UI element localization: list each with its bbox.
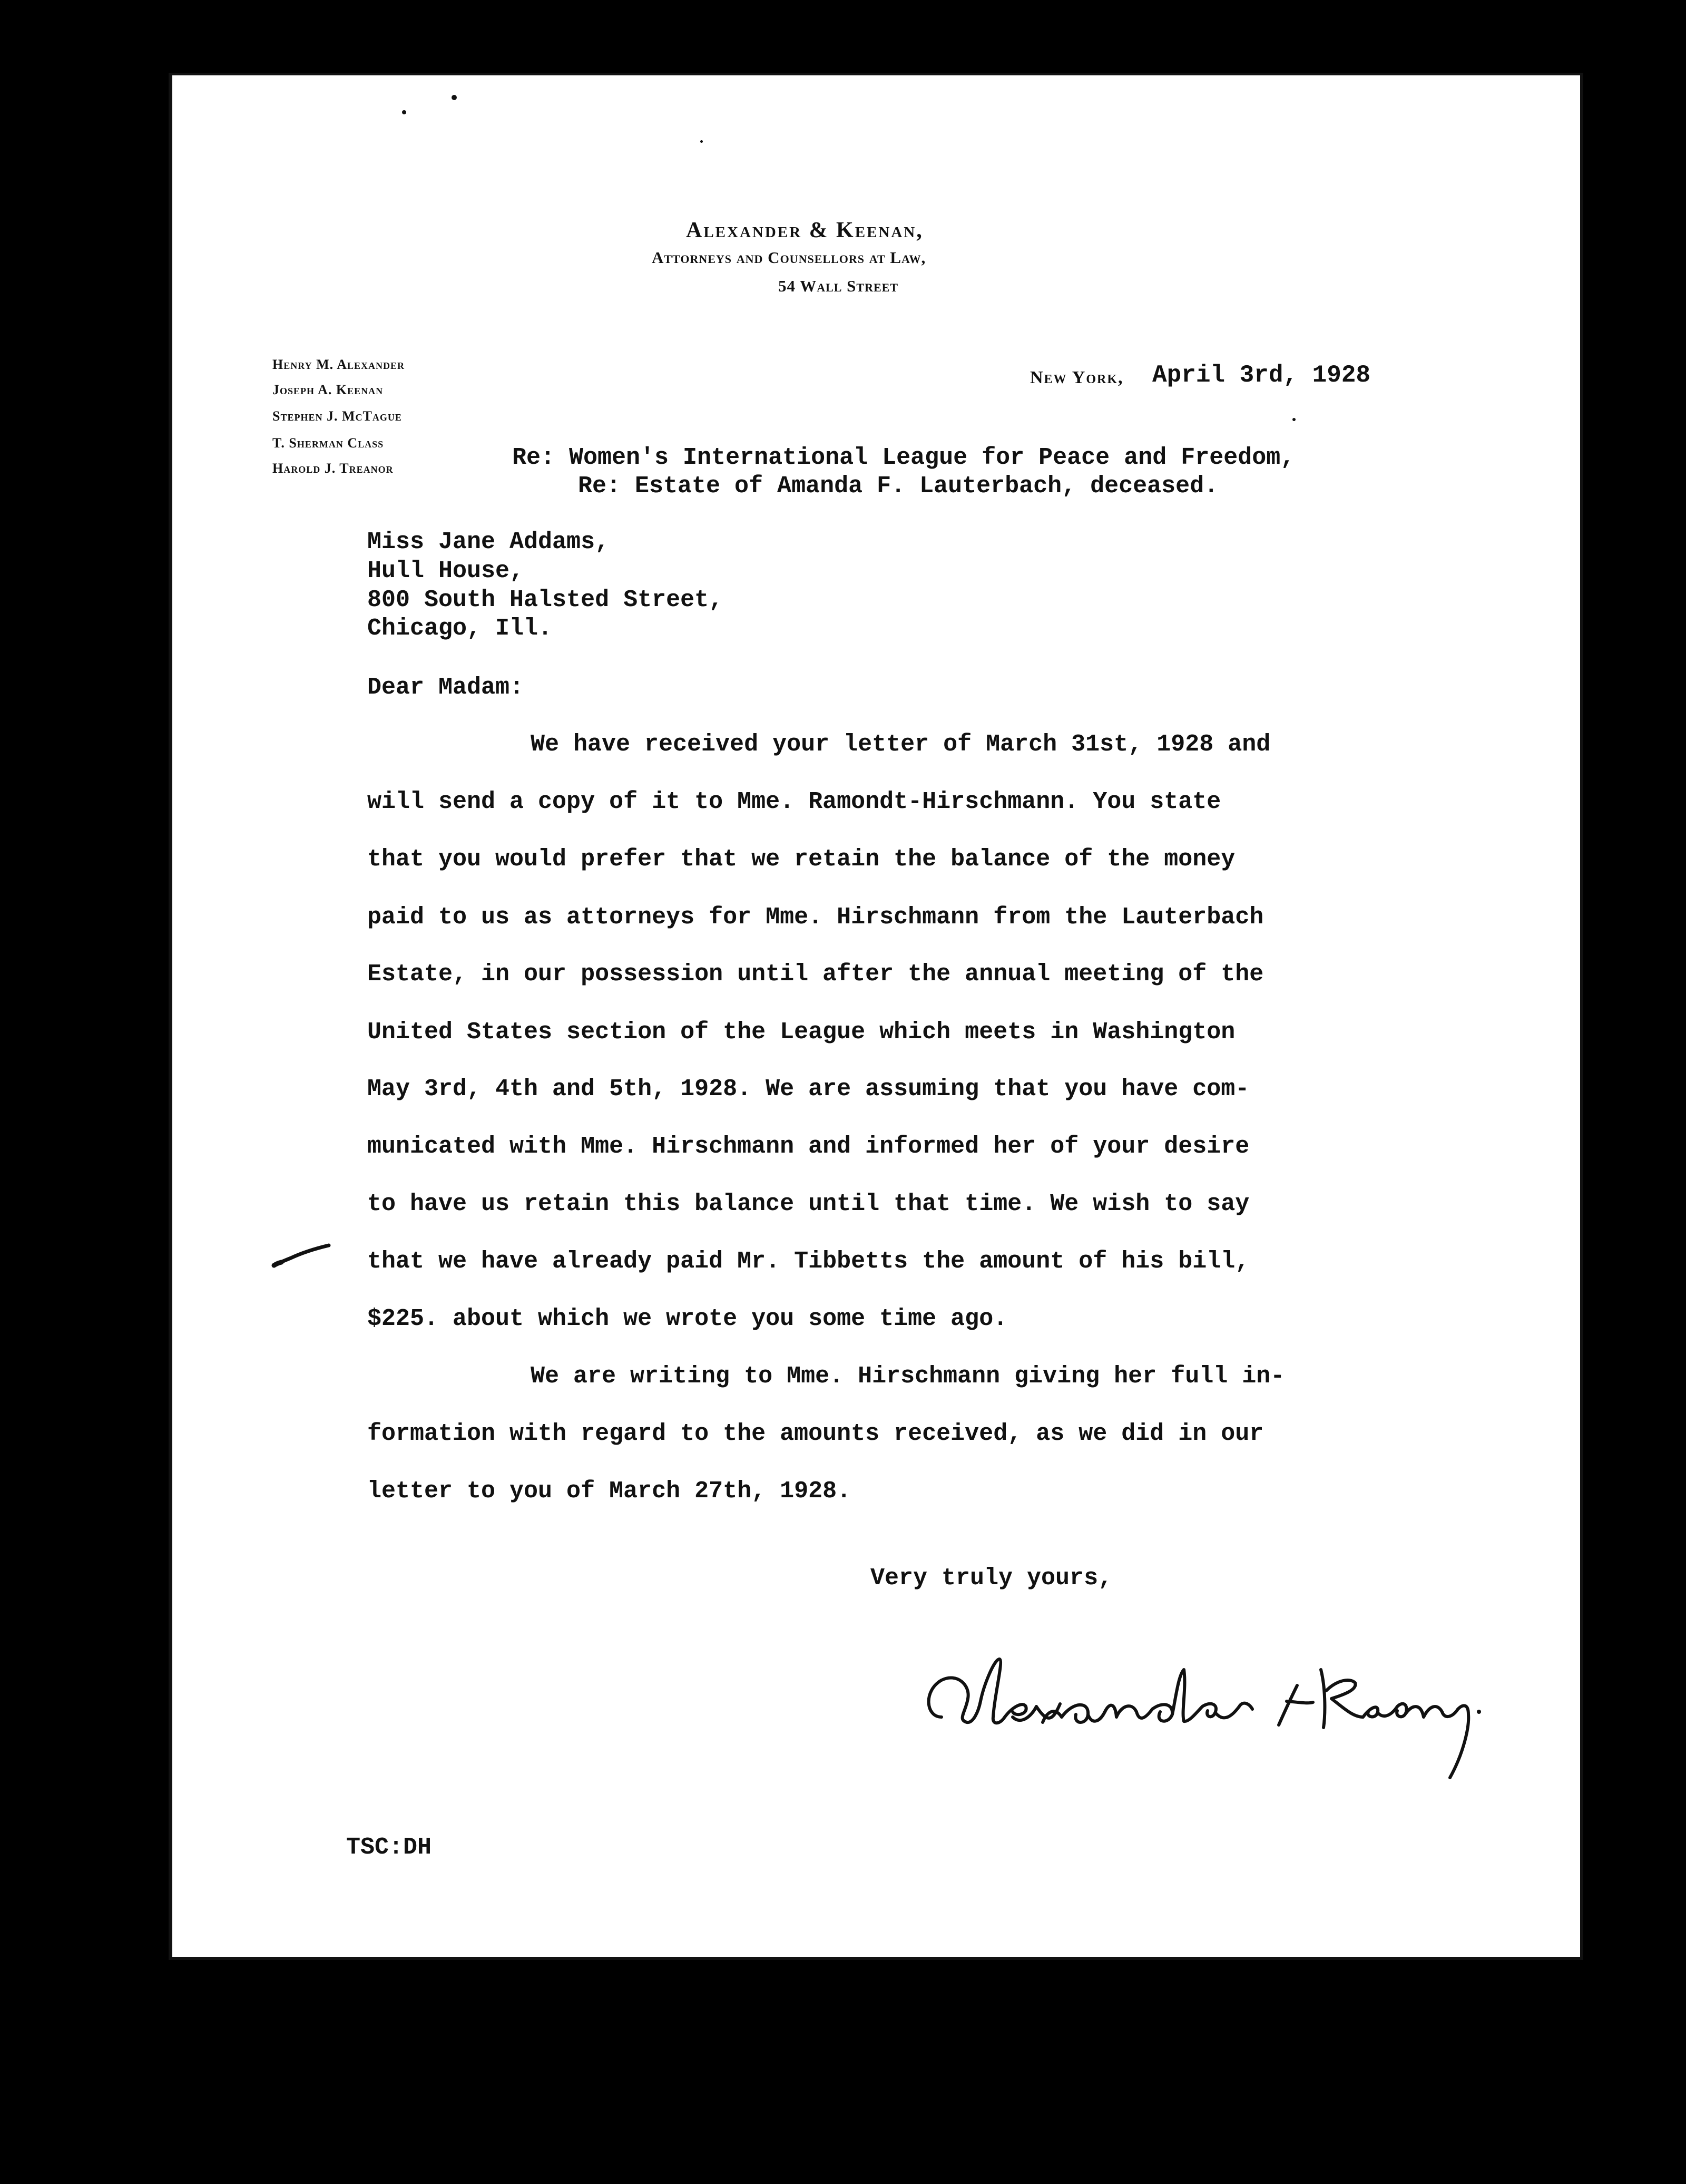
partner-name: Joseph A. Keenan xyxy=(272,382,384,397)
recipient-line: Miss Jane Addams, xyxy=(367,529,610,555)
letter-date: April 3rd, 1928 xyxy=(1152,362,1371,389)
ink-speck xyxy=(402,110,406,114)
recipient-line: 800 South Halsted Street, xyxy=(367,587,723,613)
recipient-line: Chicago, Ill. xyxy=(367,615,553,642)
body-line: We have received your letter of March 31st, 1928 and xyxy=(531,731,1271,758)
salutation: Dear Madam: xyxy=(367,674,524,701)
body-line: that you would prefer that we retain the balance of the money xyxy=(367,846,1236,873)
margin-check-mark xyxy=(270,1239,333,1271)
partner-name: Stephen J. McTague xyxy=(272,408,402,424)
ink-speck xyxy=(1292,418,1296,421)
letterhead-address: 54 Wall Street xyxy=(778,277,898,295)
re-line: Re: Women's International League for Peace and Freedom, xyxy=(512,444,1295,471)
recipient-line: Hull House, xyxy=(367,558,524,584)
body-line: letter to you of March 27th, 1928. xyxy=(367,1478,851,1505)
body-line: will send a copy of it to Mme. Ramondt-Hirschmann. You state xyxy=(367,788,1221,815)
letterhead-firm-name: Alexander & Keenan, xyxy=(686,218,924,242)
body-line: United States section of the League which meets in Washington xyxy=(367,1019,1236,1046)
ink-speck xyxy=(452,95,457,100)
ink-speck xyxy=(700,140,703,143)
body-line: paid to us as attorneys for Mme. Hirschmann from the Lauterbach xyxy=(367,904,1264,931)
body-line: municated with Mme. Hirschmann and informed her of your desire xyxy=(367,1133,1250,1160)
re-line: Re: Estate of Amanda F. Lauterbach, deceased. xyxy=(578,473,1219,500)
reference-initials: TSC:DH xyxy=(346,1834,432,1861)
body-line: Estate, in our possession until after the annual meeting of the xyxy=(367,961,1264,988)
body-line: May 3rd, 4th and 5th, 1928. We are assuming that you have com- xyxy=(367,1076,1250,1103)
body-line: to have us retain this balance until that time. We wish to say xyxy=(367,1191,1250,1217)
body-line: formation with regard to the amounts received, as we did in our xyxy=(367,1420,1264,1447)
partner-name: Henry M. Alexander xyxy=(272,357,405,372)
body-line: $225. about which we wrote you some time ago. xyxy=(367,1305,1008,1332)
body-line: We are writing to Mme. Hirschmann giving her full in- xyxy=(531,1363,1285,1390)
handwritten-signature xyxy=(920,1638,1489,1786)
partner-name: Harold J. Treanor xyxy=(272,461,394,476)
body-line: that we have already paid Mr. Tibbetts the amount of his bill, xyxy=(367,1248,1250,1275)
letterhead-subtitle: Attorneys and Counsellors at Law, xyxy=(652,248,926,267)
partner-name: T. Sherman Class xyxy=(272,435,384,451)
letter-page xyxy=(169,73,1583,1960)
dateline-city: New York, xyxy=(1030,368,1124,387)
closing: Very truly yours, xyxy=(870,1565,1113,1592)
